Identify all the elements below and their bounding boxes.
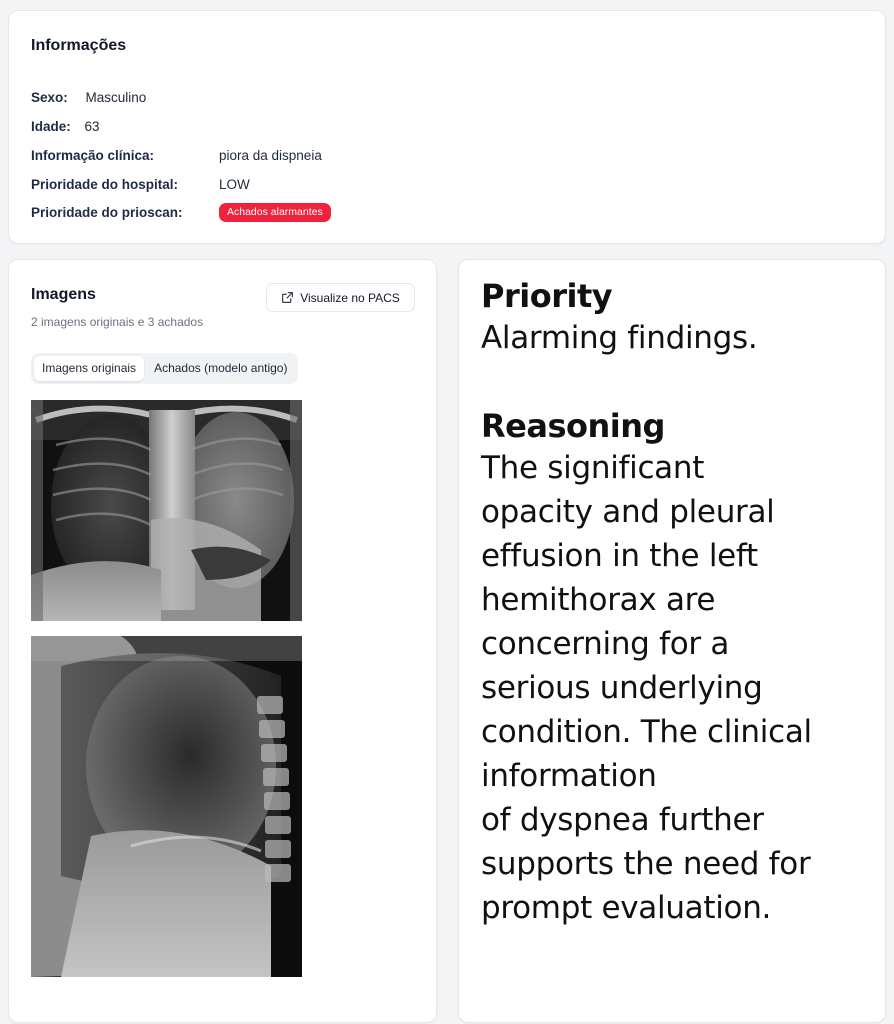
- priority-heading: Priority: [481, 277, 613, 315]
- image-tabs: [31, 353, 298, 384]
- chest-xray-frontal-picture: [31, 400, 302, 621]
- reasoning-line: hemithorax are: [481, 582, 716, 618]
- images-title: Imagens: [31, 286, 96, 303]
- status-badge: [219, 202, 331, 222]
- info-row-sex: [31, 89, 431, 107]
- hospital-priority-value: LOW: [219, 177, 250, 192]
- reasoning-line: condition. The clinical: [481, 714, 812, 750]
- clinical-label: Informação clínica:: [31, 148, 155, 163]
- pacs-button-label: Visualize no PACS: [300, 290, 400, 305]
- prioscan-priority-label: Prioridade do prioscan:: [31, 205, 183, 220]
- xray-lateral-image[interactable]: [31, 636, 302, 977]
- info-row-hospital-priority: [31, 176, 631, 194]
- reasoning-line: The significant: [481, 450, 705, 486]
- tab-findings-old-model[interactable]: Achados (modelo antigo): [154, 361, 288, 375]
- reasoning-line: information: [481, 758, 657, 794]
- reasoning-line: prompt evaluation.: [481, 890, 772, 926]
- age-value: 63: [84, 119, 100, 134]
- tab-original-images[interactable]: Imagens originais: [34, 356, 144, 381]
- age-label: Idade:: [31, 119, 71, 134]
- view-in-pacs-button[interactable]: [266, 283, 415, 312]
- priority-section: [481, 276, 873, 360]
- xray-frontal-image[interactable]: [31, 400, 302, 621]
- reasoning-line: supports the need for: [481, 846, 811, 882]
- reasoning-line: serious underlying: [481, 670, 763, 706]
- chest-xray-lateral-picture: [31, 636, 302, 977]
- info-row-clinical: [31, 147, 631, 165]
- sex-value: Masculino: [85, 90, 147, 105]
- info-row-prioscan-priority: [31, 203, 631, 222]
- info-row-age: [31, 118, 431, 136]
- reasoning-section: [481, 406, 873, 930]
- info-card: [8, 10, 886, 244]
- priority-text: Alarming findings.: [481, 320, 758, 356]
- reasoning-text: [481, 446, 873, 930]
- hospital-priority-label: Prioridade do hospital:: [31, 177, 179, 192]
- reasoning-line: effusion in the left: [481, 538, 758, 574]
- clinical-value: piora da dispneia: [219, 148, 322, 163]
- info-title: Informações: [31, 37, 127, 54]
- images-subtitle: 2 imagens originais e 3 achados: [31, 315, 204, 329]
- reasoning-line: of dyspnea further: [481, 802, 764, 838]
- sex-label: Sexo:: [31, 90, 68, 105]
- reasoning-line: opacity and pleural: [481, 494, 775, 530]
- images-card: [8, 259, 437, 1023]
- external-link-icon: [281, 291, 294, 304]
- prioscan-priority-badge: Achados alarmantes: [219, 203, 331, 222]
- reasoning-card: [458, 259, 886, 1023]
- reasoning-heading: Reasoning: [481, 407, 665, 445]
- reasoning-line: concerning for a: [481, 626, 730, 662]
